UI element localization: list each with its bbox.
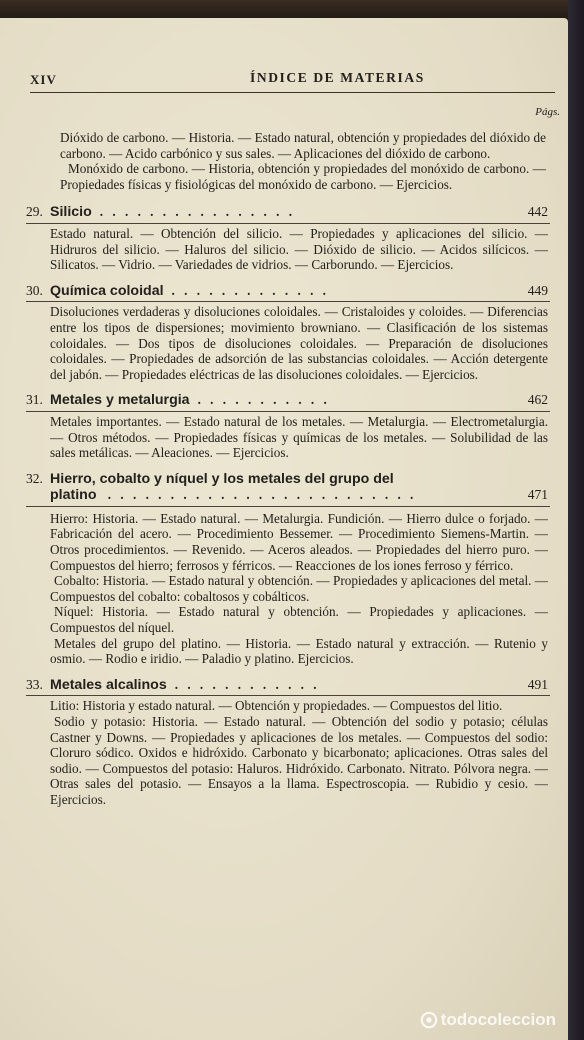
section-title: Metales y metalurgia xyxy=(50,392,190,409)
toc-section-heading xyxy=(26,392,550,412)
section-number: 33. xyxy=(26,676,43,692)
summary-paragraph: Hierro: Historia. — Estado natural. — Metalurgia. Fundición. — Hierro dulce o forjado. — Fabricación del acero. — Procedimiento Bessemer. — Procedimiento Siemens-Martin. — Otros procedimientos. — Revenido. — Aceros aleados. — Propiedades del hierro puro. — Compuestos del hierro; ferrosos y férricos. — Reacciones de los iones ferroso y férrico. xyxy=(50,510,548,573)
running-header xyxy=(30,66,555,93)
section-summary xyxy=(26,304,550,382)
toc-section-heading xyxy=(26,471,550,509)
section-page-number: 462 xyxy=(527,392,548,408)
toc-section-heading xyxy=(26,204,550,224)
toc-section xyxy=(26,283,550,383)
summary-paragraph: Metales importantes. — Estado natural de los metales. — Metalurgia. — Electrometalurgia. — Otros métodos. — Propiedades físicas y químicas de los metales. — Solubilidad de las sales metálicas. — Aleaciones. — Ejercicios. xyxy=(50,413,548,461)
summary-paragraph: Litio: Historia y estado natural. — Obtención y propiedades. — Compuestos del litio. xyxy=(50,698,503,714)
pages-column-label: Págs. xyxy=(535,106,560,118)
leader-dots: . . . . . . . . . . . . . . . . xyxy=(99,204,295,220)
page-number-roman: XIV xyxy=(30,72,57,87)
section-number: 31. xyxy=(26,392,43,408)
section-number: 30. xyxy=(26,282,43,298)
section-summary xyxy=(26,414,550,461)
section-title-continued: platino xyxy=(50,487,97,504)
section-title: Hierro, cobalto y níquel y los metales del grupo del xyxy=(50,470,394,487)
leader-dots: . . . . . . . . . . . xyxy=(197,392,330,408)
summary-paragraph: Sodio y potasio: Historia. — Estado natural. — Obtención del sodio y potasio; células Castner y Downs. — Propiedades y aplicaciones de los metales. — Compuestos del sodio: Cloruro sódico. Oxidos e hidróxido. Carbonato y bicarbonato; aplicaciones. Otras sales del sodio. — Compuestos del potasio: Haluros. Hidróxido. Carbonato. Nitrato. Pólvora negra. — Otras sales del potasio. — Ensayos a la llama. Espectroscopia. — Rubidio y cesio. — Ejercicios. xyxy=(50,714,548,807)
section-page-number: 471 xyxy=(527,487,548,503)
toc-section-heading xyxy=(26,283,550,303)
todocoleccion-logo-icon xyxy=(420,1011,438,1029)
toc-section xyxy=(26,204,550,272)
book-page xyxy=(0,18,568,1040)
section-title: Silicio xyxy=(50,204,92,221)
intro-continuation xyxy=(26,130,550,192)
leader-dots: . . . . . . . . . . . . xyxy=(174,676,320,692)
summary-paragraph: Níquel: Historia. — Estado natural y obtención. — Propiedades y aplicaciones. — Compuestos del níquel. xyxy=(50,604,548,636)
toc-section xyxy=(26,392,550,460)
intro-paragraph: Monóxido de carbono. — Historia, obtención y propiedades del monóxido de carbono. — Propiedades físicas y fisiológicas del monóxido de carbono. — Ejercicios. xyxy=(60,161,546,192)
section-number: 29. xyxy=(26,204,43,220)
leader-dots: . . . . . . . . . . . . . . . . . . . . . . . . . xyxy=(107,487,417,503)
table-of-contents xyxy=(26,130,550,818)
watermark xyxy=(420,1010,556,1030)
book-binding-right xyxy=(568,0,584,1040)
section-page-number: 442 xyxy=(527,204,548,220)
toc-section xyxy=(26,471,550,667)
section-title: Metales alcalinos xyxy=(50,676,167,693)
summary-paragraph: Metales del grupo del platino. — Historia. — Estado natural y extracción. — Rutenio y osmio. — Rodio e iridio. — Paladio y platino. Ejercicios. xyxy=(50,635,548,667)
section-page-number: 491 xyxy=(527,676,548,692)
section-summary xyxy=(26,511,550,667)
section-number: 32. xyxy=(26,470,43,486)
summary-paragraph: Estado natural. — Obtención del silicio. — Propiedades y aplicaciones del silicio. — Hidruros del silicio. — Haluros del silicio. — Dióxido de silicio. — Acidos silícicos. — Silicatos. — Vidrio. — Variedades de vidrios. — Carborundo. — Ejercicios. xyxy=(50,225,548,273)
summary-paragraph: Cobalto: Historia. — Estado natural y obtención. — Propiedades y aplicaciones del metal. — Compuestos del cobalto: cobaltosos y cobálticos. xyxy=(50,573,548,604)
running-title: ÍNDICE DE MATERIAS xyxy=(250,70,425,85)
watermark-text: todocoleccion xyxy=(440,1010,556,1029)
section-page-number: 449 xyxy=(527,282,548,298)
summary-paragraph: Disoluciones verdaderas y disoluciones coloidales. — Cristaloides y coloides. — Diferencias entre los tipos de dispersiones; movimiento browniano. — Clasificación de los sistemas coloidales. — Dos tipos de disoluciones coloidales. — Preparación de disoluciones coloidales. — Propiedades de adsorción de las substancias coloidales. — Acción detergente del jabón. — Propiedades eléctricas de las disoluciones coloidales. — Ejercicios. xyxy=(50,304,548,382)
intro-paragraph: Dióxido de carbono. — Historia. — Estado natural, obtención y propiedades del dióxido de carbono. — Acido carbónico y sus sales. — Aplicaciones del dióxido de carbono. xyxy=(60,130,546,161)
section-summary xyxy=(26,226,550,273)
toc-section-heading xyxy=(26,677,550,697)
toc-section xyxy=(26,677,550,808)
section-summary xyxy=(26,698,550,807)
leader-dots: . . . . . . . . . . . . . xyxy=(171,282,329,298)
section-title: Química coloidal xyxy=(50,282,164,299)
